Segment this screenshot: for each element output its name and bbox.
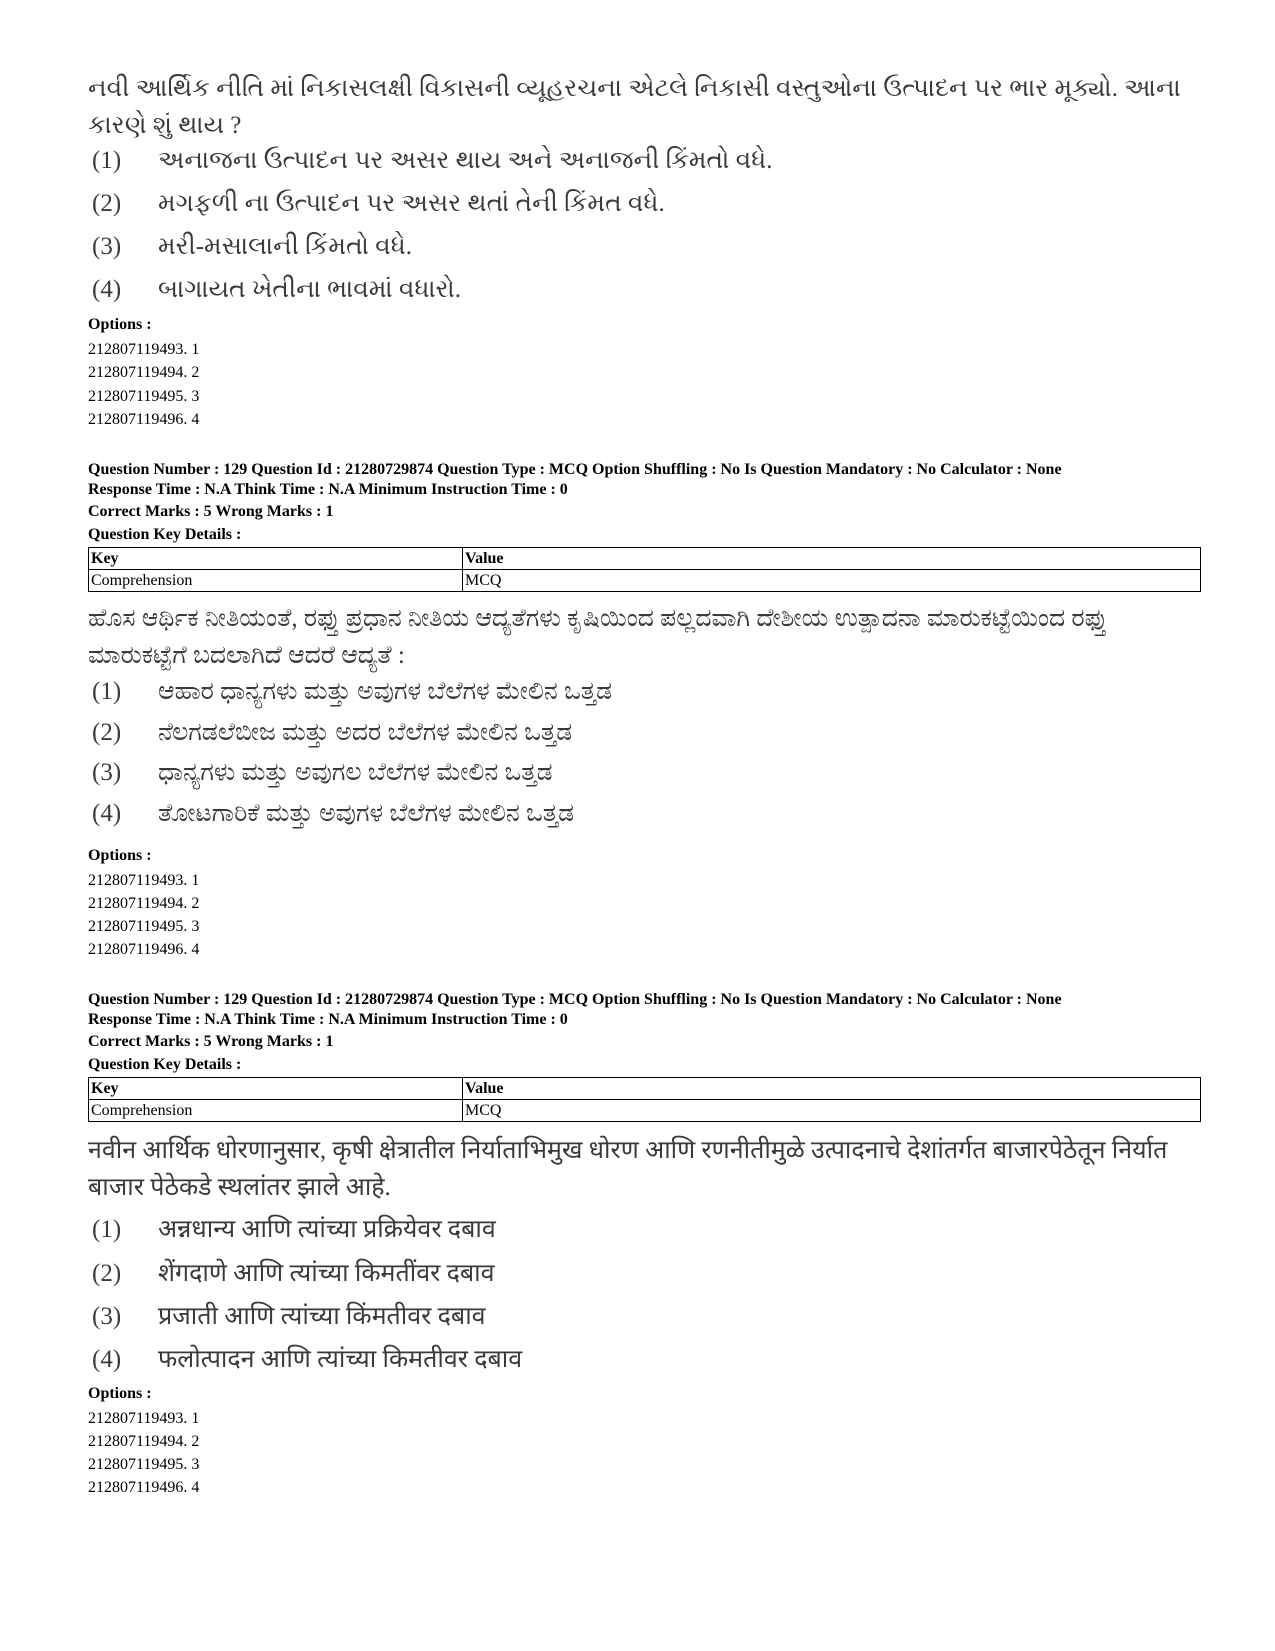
question-choice [92,1259,495,1289]
option-id: 212807119493. 1 [88,1410,200,1427]
choice-number: (3) [92,1303,122,1330]
question-meta-line: Response Time : N.A Think Time : N.A Minimum Instruction Time : 0 [88,1011,568,1028]
table-row [89,570,1201,592]
question-text-marathi: नवीन आर्थिक धोरणानुसार, कृषी क्षेत्रातील निर्याताभिमुख धोरण आणि रणनीतीमुळे उत्पादनाचे देशांतर्गत बाजारपेठेतून निर्यात बाजार पेठेकडे स्थलांतर झाले आहे. [88,1137,1168,1201]
table-header-row [89,548,1201,570]
table-cell-key: Comprehension [89,570,463,592]
option-id: 212807119495. 3 [88,918,200,935]
option-id: 212807119494. 2 [88,895,200,912]
question-text-gujarati: નવી આર્થિક નીતિ માં નિકાસલક્ષી વિકાસની વ્યૂહરચના એટલે નિકાસી વસ્તુઓના ઉત્પાદન પર ભાર મૂક્યો. આના કારણે શું થાય ? [88,75,1181,139]
choice-number: (1) [92,1216,122,1243]
marks-line: Correct Marks : 5 Wrong Marks : 1 [88,503,334,520]
question-meta-line: Question Number : 129 Question Id : 21280729874 Question Type : MCQ Option Shuffling : No Is Question Mandatory : No Calculator : None [88,461,1062,478]
question-meta-line: Question Number : 129 Question Id : 21280729874 Question Type : MCQ Option Shuffling : No Is Question Mandatory : No Calculator : None [88,991,1062,1008]
question-choice [92,677,612,707]
table-header-row [89,1078,1201,1100]
choice-text: ಆಹಾರ ಧಾನ್ಯಗಳು ಮತ್ತು ಅವುಗಳ ಬೆಲೆಗಳ ಮೇಲಿನ ಒತ್ತಡ [158,678,613,705]
choice-number: (3) [92,233,122,260]
choice-text: फलोत्पादन आणि त्यांच्या किमतीवर दबाव [158,1346,523,1373]
choice-number: (3) [92,759,122,786]
choice-text: મગફળી ના ઉત્પાદન પર અસર થતાં તેની કિંમત વધે. [158,190,665,217]
question-choice [92,146,772,176]
table-cell-value: MCQ [463,1100,1201,1122]
option-id: 212807119496. 4 [88,1479,200,1496]
choice-text: ಧಾನ್ಯಗಳು ಮತ್ತು ಅವುಗಲ ಬೆಲೆಗಳ ಮೇಲಿನ ಒತ್ತಡ [158,759,553,786]
table-header-value: Value [463,548,1201,570]
question-choice [92,1302,486,1332]
table-header-key: Key [89,1078,463,1100]
choice-text: મરી-મસાલાની કિંમતો વધે. [158,233,412,260]
table-cell-key: Comprehension [89,1100,463,1122]
question-choice [92,232,412,262]
key-value-table [88,1077,1201,1122]
key-details-label: Question Key Details : [88,1056,242,1073]
choice-number: (2) [92,719,122,746]
choice-text: प्रजाती आणि त्यांच्या किंमतीवर दबाव [158,1303,486,1330]
choice-number: (2) [92,1260,122,1287]
question-choice [92,718,572,748]
table-cell-value: MCQ [463,570,1201,592]
choice-text: અનાજના ઉત્પાદન પર અસર થાય અને અનાજની કિંમતો વધે. [158,147,773,174]
question-choice [92,1345,522,1375]
question-text-kannada: ಹೊಸ ಆರ್ಥಿಕ ನೀತಿಯಂತೆ, ರಫ್ತು ಪ್ರಧಾನ ನೀತಿಯ ಆದ್ಯತೆಗಳು ಕೃಷಿಯಿಂದ ಪಲ್ಲದವಾಗಿ ದೇಶೀಯ ಉತ್ಪಾದನಾ ಮಾರುಕಟ್ಟೆಯಿಂದ ರಫ್ತು ಮಾರುಕಟ್ಟೆಗೆ ಬದಲಾಗಿದೆ ಆದರೆ ಆದ್ಯತೆ : [88,605,1108,669]
question-meta-line: Response Time : N.A Think Time : N.A Minimum Instruction Time : 0 [88,481,568,498]
choice-number: (4) [92,276,122,303]
options-label: Options : [88,847,152,864]
key-details-label: Question Key Details : [88,526,242,543]
choice-number: (1) [92,147,122,174]
table-header-value: Value [463,1078,1201,1100]
option-id: 212807119494. 2 [88,1433,200,1450]
marks-line: Correct Marks : 5 Wrong Marks : 1 [88,1033,334,1050]
choice-number: (2) [92,190,122,217]
table-row [89,1100,1201,1122]
choice-text: ತೋಟಗಾರಿಕೆ ಮತ್ತು ಅವುಗಳ ಬೆಲೆಗಳ ಮೇಲಿನ ಒತ್ತಡ [158,800,575,827]
question-choice [92,189,665,219]
option-id: 212807119496. 4 [88,941,200,958]
choice-text: બાગાયત ખેતીના ભાવમાં વધારો. [158,276,462,303]
choice-text: ನೆಲಗಡಲೆಬೀಜ ಮತ್ತು ಅದರ ಬೆಲೆಗಳ ಮೇಲಿನ ಒತ್ತಡ [158,719,573,746]
choice-number: (1) [92,678,122,705]
option-id: 212807119495. 3 [88,1456,200,1473]
key-value-table [88,547,1201,592]
options-label: Options : [88,316,152,333]
choice-text: शेंगदाणे आणि त्यांच्या किमतींवर दबाव [158,1260,495,1287]
choice-text: अन्नधान्य आणि त्यांच्या प्रक्रियेवर दबाव [158,1216,496,1243]
table-header-key: Key [89,548,463,570]
question-choice [92,275,461,305]
option-id: 212807119495. 3 [88,388,200,405]
choice-number: (4) [92,800,122,827]
question-choice [92,799,574,829]
question-choice [92,1215,496,1245]
option-id: 212807119493. 1 [88,341,200,358]
choice-number: (4) [92,1346,122,1373]
question-choice [92,758,553,788]
options-label: Options : [88,1385,152,1402]
option-id: 212807119493. 1 [88,872,200,889]
option-id: 212807119494. 2 [88,364,200,381]
option-id: 212807119496. 4 [88,411,200,428]
